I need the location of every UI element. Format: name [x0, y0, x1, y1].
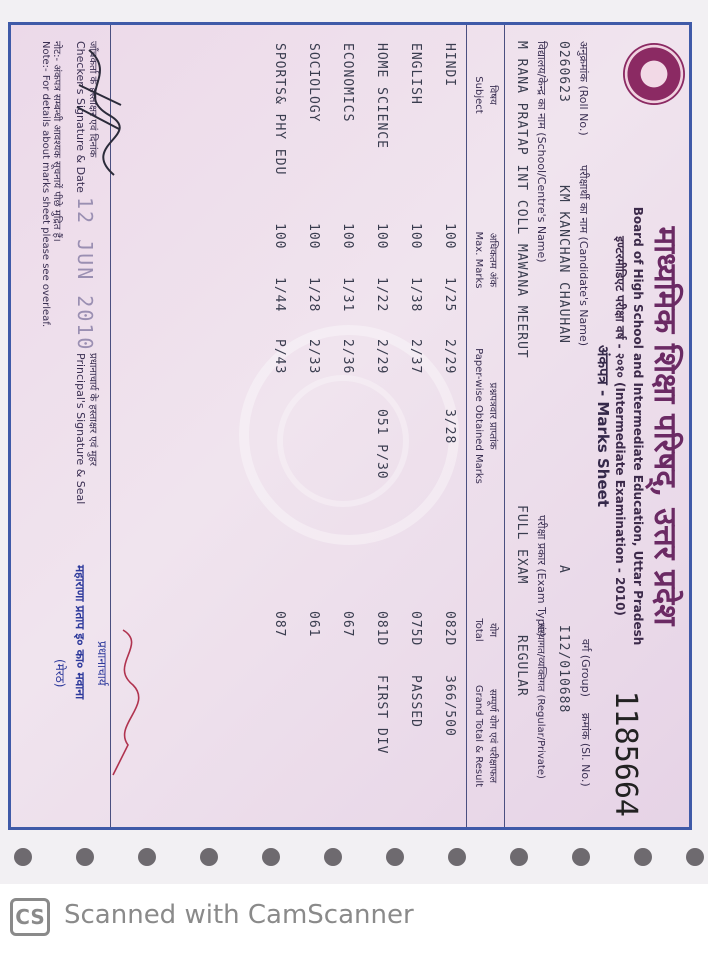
- obtained-marks-header-english: Paper-wise Obtained Marks: [473, 348, 484, 484]
- checker-label-english: Checker's Signature & Date: [74, 41, 87, 193]
- max-marks: 100: [442, 223, 457, 250]
- exam-type-value: FULL EXAM: [514, 505, 529, 585]
- total-header: [471, 607, 499, 653]
- camscanner-footer: [0, 884, 708, 953]
- principal-signature: [103, 625, 153, 785]
- paper-1-marks: 1/22: [374, 277, 389, 313]
- subject-total: 087: [272, 611, 287, 638]
- paper-1-marks: 1/38: [408, 277, 423, 313]
- paper-3-marks: 3/28: [442, 409, 457, 445]
- subject-header: [471, 45, 499, 145]
- note-english: Note:- For details about marks sheet please see overleaf.: [40, 41, 51, 328]
- punch-hole: [448, 848, 466, 866]
- punch-holes: [8, 848, 708, 872]
- subject-name: SOCIOLOGY: [306, 43, 321, 123]
- punch-hole: [262, 848, 280, 866]
- max-marks-header-hindi: अधिकतम अंक: [487, 232, 498, 288]
- obtained-marks-header: [471, 321, 499, 511]
- school-name-value: M RANA PRATAP INT COLL MAWANA MEERUT: [514, 41, 529, 359]
- marks-sheet-title: अंकपत्र - Marks Sheet: [594, 344, 612, 508]
- subject-header-hindi: विषय: [487, 85, 498, 105]
- board-name-english: Board of High School and Intermediate Education, Uttar Pradesh: [631, 206, 645, 646]
- paper-2-marks: 2/36: [340, 339, 355, 375]
- principal-stamp-school: महाराणा प्रताप इ० का० मवाना: [73, 565, 87, 700]
- subject-total: 061: [306, 611, 321, 638]
- subject-total: 082D: [442, 611, 457, 647]
- checker-label-hindi: जाँचकर्ता के हस्ताक्षर एवं दिनांक: [87, 41, 98, 158]
- roll-no-value: 0260623: [556, 41, 571, 103]
- subject-header-english: Subject: [473, 76, 484, 114]
- divider-header: [466, 25, 467, 827]
- board-name-hindi: माध्यमिक शिक्षा परिषद्, उत्तर प्रदेश: [647, 226, 683, 626]
- group-label: वर्ग (Group): [579, 639, 592, 697]
- grand-result: 366/500: [442, 675, 457, 737]
- checker-signature: [69, 45, 129, 185]
- punch-hole: [386, 848, 404, 866]
- principal-stamp-title: प्रधानाचार्य: [95, 641, 109, 686]
- max-marks-header: [471, 215, 499, 305]
- principal-label-english: Principal's Signature & Seal: [74, 353, 87, 505]
- regular-private-label: संस्थागत/व्यक्तिगत (Regular/Private): [535, 623, 546, 779]
- exam-type-label: परीक्षा प्रकार (Exam Type): [535, 515, 548, 637]
- paper-2-marks: 2/29: [374, 339, 389, 375]
- paper-1-marks: 1/31: [340, 277, 355, 313]
- subject-name: ENGLISH: [408, 43, 423, 105]
- grand-total-header: [471, 661, 499, 811]
- punch-hole: [572, 848, 590, 866]
- subject-total: 075D: [408, 611, 423, 647]
- subject-name: ECONOMICS: [340, 43, 355, 123]
- sl-no-label: क्रमांक (Sl. No.): [579, 713, 592, 787]
- regular-private-value: REGULAR: [514, 635, 529, 697]
- principal-stamp-city: (मेरठ): [53, 659, 67, 688]
- punch-hole: [138, 848, 156, 866]
- paper-1-marks: 1/44: [272, 277, 287, 313]
- max-marks: 100: [408, 223, 423, 250]
- punch-hole: [76, 848, 94, 866]
- punch-hole: [324, 848, 342, 866]
- subject-total: 067: [340, 611, 355, 638]
- max-marks: 100: [374, 223, 389, 250]
- paper-3-marks: 051 P/30: [374, 409, 389, 480]
- obtained-marks-header-hindi: प्रश्नपत्रवार प्राप्तांक: [487, 382, 498, 450]
- divider-top: [504, 25, 505, 827]
- punch-hole: [14, 848, 32, 866]
- total-header-hindi: योग: [487, 622, 498, 638]
- sl-no-value: I12/010688: [556, 625, 571, 714]
- camscanner-logo: CS: [10, 898, 50, 936]
- marks-sheet-content: [11, 25, 689, 827]
- punch-hole: [634, 848, 652, 866]
- paper-2-marks: 2/33: [306, 339, 321, 375]
- grand-result: PASSED: [408, 675, 423, 728]
- principal-label-hindi: प्रधानाचार्य के हस्ताक्षर एवं मुहर: [87, 353, 98, 466]
- punch-hole: [200, 848, 218, 866]
- subject-name: SPORTS& PHY EDU: [272, 43, 287, 176]
- grand-total-header-english: Grand Total & Result: [473, 684, 484, 788]
- punch-hole: [510, 848, 528, 866]
- paper-2-marks: 2/29: [442, 339, 457, 375]
- candidate-name-label: परीक्षार्थी का नाम (Candidate's Name): [577, 165, 590, 347]
- max-marks-header-english: Max. Marks: [473, 231, 484, 289]
- serial-number: 1185664: [608, 690, 643, 817]
- paper-2-marks: 2/37: [408, 339, 423, 375]
- candidate-name-value: KM KANCHAN CHAUHAN: [556, 185, 571, 344]
- marks-sheet: [8, 22, 692, 830]
- date-stamp: 12 JUN 2010: [73, 197, 97, 352]
- grand-result: FIRST DIV: [374, 675, 389, 755]
- group-value: A: [556, 565, 571, 574]
- paper-1-marks: 1/25: [442, 277, 457, 313]
- school-name-label: विद्यालय/केन्द्र का नाम (School/Centre's Name): [535, 41, 548, 263]
- punch-hole: [686, 848, 704, 866]
- subject-name: HINDI: [442, 43, 457, 88]
- subject-name: HOME SCIENCE: [374, 43, 389, 149]
- camscanner-watermark-text: Scanned with CamScanner: [64, 900, 414, 930]
- paper-2-marks: P/43: [272, 339, 287, 375]
- note-hindi: नोट:- अंकपत्र सम्बन्धी आवश्यक सूचनायें पीछे मुद्रित हैं।: [51, 41, 62, 242]
- roll-no-label: अनुक्रमांक (Roll No.): [577, 41, 590, 136]
- exam-title: इण्टरमीडिएट परीक्षा वर्ष - २०१० (Intermediate Examination - 2010): [613, 236, 627, 616]
- paper-1-marks: 1/28: [306, 277, 321, 313]
- max-marks: 100: [306, 223, 321, 250]
- total-header-english: Total: [473, 618, 484, 642]
- subject-total: 081D: [374, 611, 389, 647]
- grand-total-header-hindi: सम्पूर्ण योग एवं परीक्षाफल: [487, 688, 498, 784]
- max-marks: 100: [340, 223, 355, 250]
- max-marks: 100: [272, 223, 287, 250]
